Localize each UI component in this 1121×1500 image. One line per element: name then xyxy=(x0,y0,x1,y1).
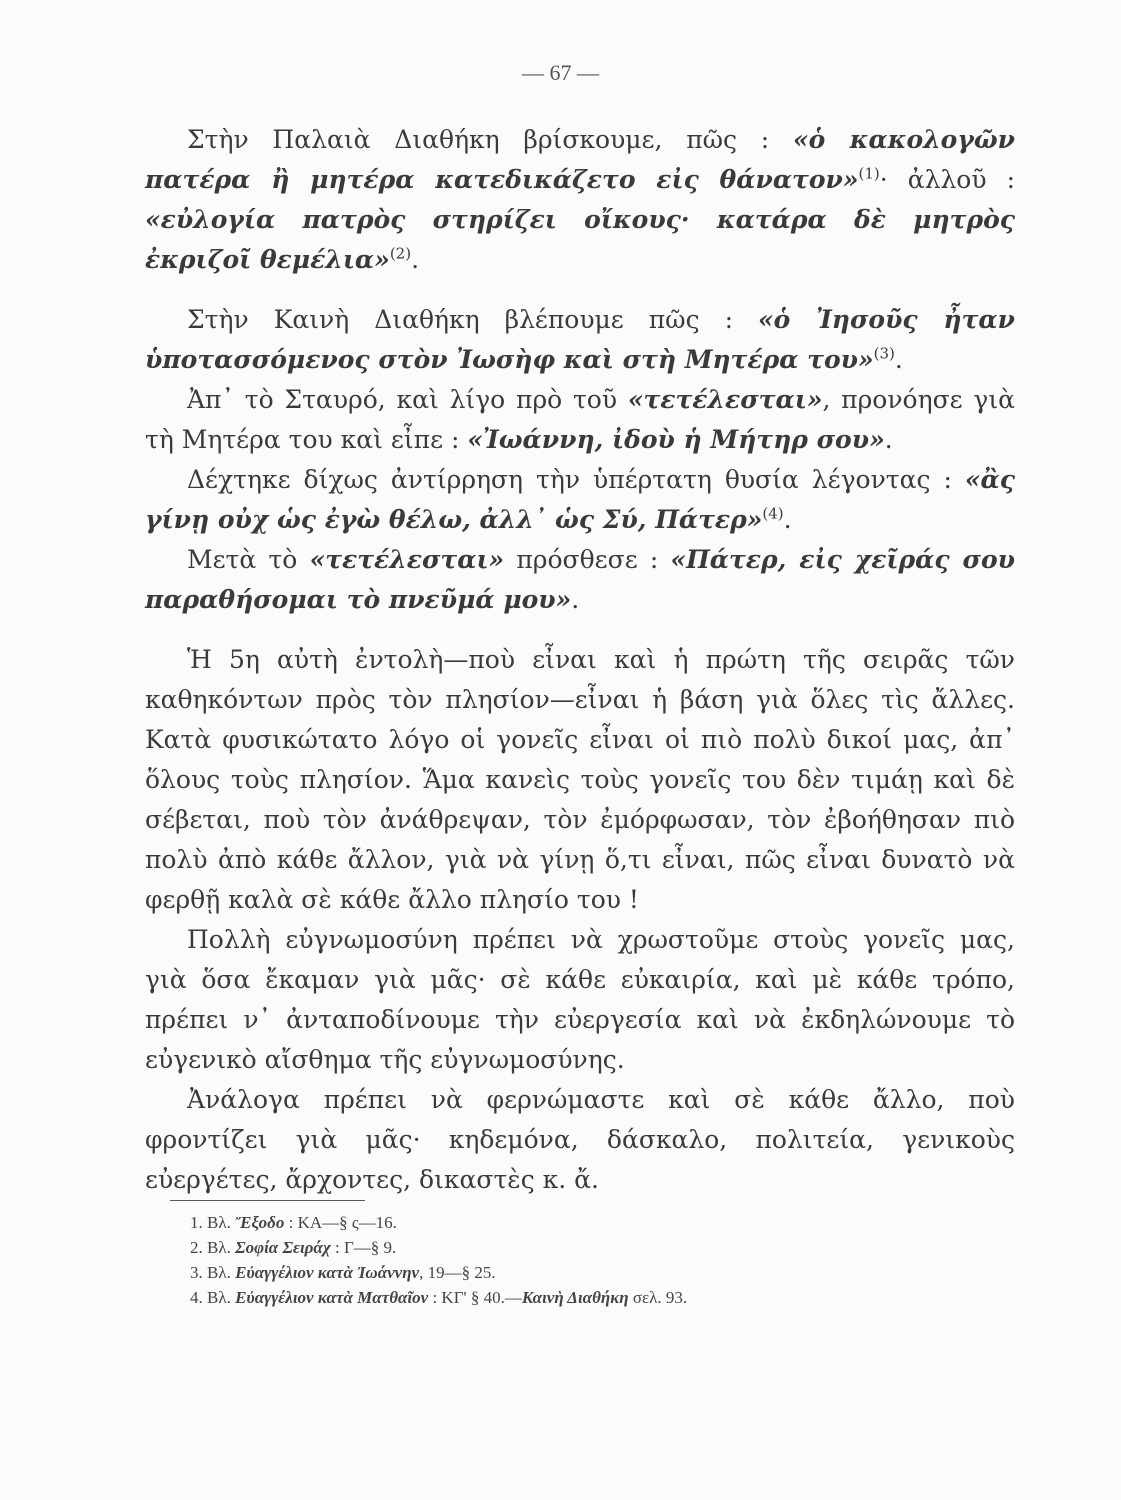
footnote-reference: (4) xyxy=(762,504,784,523)
text-run: Μετὰ τὸ xyxy=(187,545,310,574)
footnote-post: : ΚΑ—§ ς—16. xyxy=(284,1213,397,1232)
text-run: , προνόησε γιὰ τὴ Μητέρα του καὶ εἶπε : xyxy=(145,385,1016,454)
footnote-num: 2. xyxy=(190,1238,207,1257)
quotation: «τετέλεσται» xyxy=(309,545,505,574)
quotation: «ἂς γίνῃ οὐχ ὡς ἐγὼ θέλω, ἀλλ᾿ ὡς Σύ, Πάτερ» xyxy=(145,465,1015,534)
footnote-post2: σελ. 93. xyxy=(628,1288,688,1307)
footnote-pre: Βλ. xyxy=(207,1213,236,1232)
footnote-reference: (3) xyxy=(873,344,895,363)
footnote xyxy=(190,1235,1020,1260)
footnotes xyxy=(190,1210,1020,1310)
footnote-title: Σοφία Σειράχ xyxy=(235,1238,331,1257)
footnote-pre: Βλ. xyxy=(207,1238,236,1257)
paragraph xyxy=(145,1080,1015,1200)
footnote xyxy=(190,1210,1020,1235)
footnote-num: 1. xyxy=(190,1213,207,1232)
paragraph xyxy=(145,120,1015,280)
text-run: Ἀπ᾿ τὸ Σταυρό, καὶ λίγο πρὸ τοῦ xyxy=(187,385,628,414)
text-run: . xyxy=(894,345,903,374)
quotation: «Πάτερ, εἰς χεῖράς σου παραθήσομαι τὸ πνεῦμά μου» xyxy=(145,545,1015,614)
text-run: πρόσθεσε : xyxy=(504,545,671,574)
footnote-title2: Καινὴ Διαθήκη xyxy=(521,1288,629,1307)
paragraph xyxy=(145,300,1015,380)
footnote-reference: (1) xyxy=(858,164,880,183)
footnote-divider xyxy=(170,1200,365,1201)
text-run: Ἡ 5η αὐτὴ ἐντολὴ—ποὺ εἶναι καὶ ἡ πρώτη τῆς σειρᾶς τῶν καθηκόντων πρὸς τὸν πλησίον—εἶναι ἡ βάση γιὰ ὅλες τὶς ἄλλες. Κατὰ φυσικώτατο λόγο οἱ γονεῖς εἶναι οἱ πιὸ πολὺ δικοί μας, ἀπ᾿ ὅλους τοὺς πλησίον. Ἅμα κανεὶς τοὺς γονεῖς του δὲν τιμάῃ καὶ δὲ σέβεται, ποὺ τὸν ἀνάθρεψαν, τὸν ἐμόρφωσαν, τὸν ἐβοήθησαν πιὸ πολὺ ἀπὸ κάθε ἄλλον, γιὰ νὰ γίνῃ ὅ,τι εἶναι, πῶς εἶναι δυνατὸ νὰ φερθῇ καλὰ σὲ κάθε ἄλλο πλησίο του ! xyxy=(145,645,1015,914)
footnote-post: : ΚΓ' § 40.— xyxy=(428,1288,522,1307)
text-run: Δέχτηκε δίχως ἀντίρρηση τὴν ὑπέρτατη θυσία λέγοντας : xyxy=(187,465,965,494)
footnote-num: 4. xyxy=(190,1288,207,1307)
text-run: . xyxy=(884,425,893,454)
quotation: «ὁ κακολογῶν πατέρα ἢ μητέρα κατεδικάζετο εἰς θάνατον» xyxy=(145,125,1016,194)
paragraph xyxy=(145,460,1015,540)
footnote-title: Εὐαγγέλιον κατὰ Ματθαῖον xyxy=(235,1288,429,1307)
paragraph xyxy=(145,540,1015,620)
footnote xyxy=(190,1260,1020,1285)
text-run: · ἀλλοῦ : xyxy=(879,165,1015,194)
quotation: «Ἰωάννη, ἰδοὺ ἡ Μήτηρ σου» xyxy=(467,425,885,454)
text-run: Στὴν Καινὴ Διαθήκη βλέπουμε πῶς : xyxy=(187,305,759,334)
quotation: «εὐλογία πατρὸς στηρίζει οἴκους· κατάρα δὲ μητρὸς ἐκριζοῖ θεμέλια» xyxy=(145,205,1015,274)
footnote-pre: Βλ. xyxy=(207,1263,236,1282)
footnote-post: : Γ—§ 9. xyxy=(330,1238,397,1257)
footnote-title: Εὐαγγέλιον κατὰ Ἰωάννην xyxy=(235,1263,420,1282)
footnote-post: , 19—§ 25. xyxy=(419,1263,496,1282)
quotation: «τετέλεσται» xyxy=(627,385,823,414)
paragraph xyxy=(145,640,1015,920)
paragraph xyxy=(145,380,1015,460)
footnote-pre: Βλ. xyxy=(207,1288,236,1307)
text-run: Ἀνάλογα πρέπει νὰ φερνώμαστε καὶ σὲ κάθε ἄλλο, ποὺ φροντίζει γιὰ μᾶς· κηδεμόνα, δάσκαλο, πολιτεία, γενικοὺς εὐεργέτες, ἄρχοντες, δικαστὲς κ. ἄ. xyxy=(145,1085,1015,1194)
text-run: Πολλὴ εὐγνωμοσύνη πρέπει νὰ χρωστοῦμε στοὺς γονεῖς μας, γιὰ ὅσα ἔκαμαν γιὰ μᾶς· σὲ κάθε εὐκαιρία, καὶ μὲ κάθε τρόπο, πρέπει ν᾿ ἀνταποδίνουμε τὴν εὐεργεσία καὶ νὰ ἐκδηλώνουμε τὸ εὐγενικὸ αἴσθημα τῆς εὐγνωμοσύνης. xyxy=(145,925,1015,1074)
paragraph xyxy=(145,920,1015,1080)
text-run: Στὴν Παλαιὰ Διαθήκη βρίσκουμε, πῶς : xyxy=(187,125,793,154)
footnote-title: Ἔξοδο xyxy=(235,1213,285,1232)
text-run: . xyxy=(411,245,420,274)
page-number: — 67 — xyxy=(522,60,599,85)
footnote-num: 3. xyxy=(190,1263,207,1282)
quotation: «ὁ Ἰησοῦς ἦταν ὑποτασσόμενος στὸν Ἰωσὴφ καὶ στὴ Μητέρα του» xyxy=(145,305,1016,374)
text-run: . xyxy=(571,585,580,614)
footnote xyxy=(190,1285,1020,1310)
body-text xyxy=(145,120,1015,1200)
footnote-reference: (2) xyxy=(389,244,412,263)
text-run: . xyxy=(783,505,792,534)
